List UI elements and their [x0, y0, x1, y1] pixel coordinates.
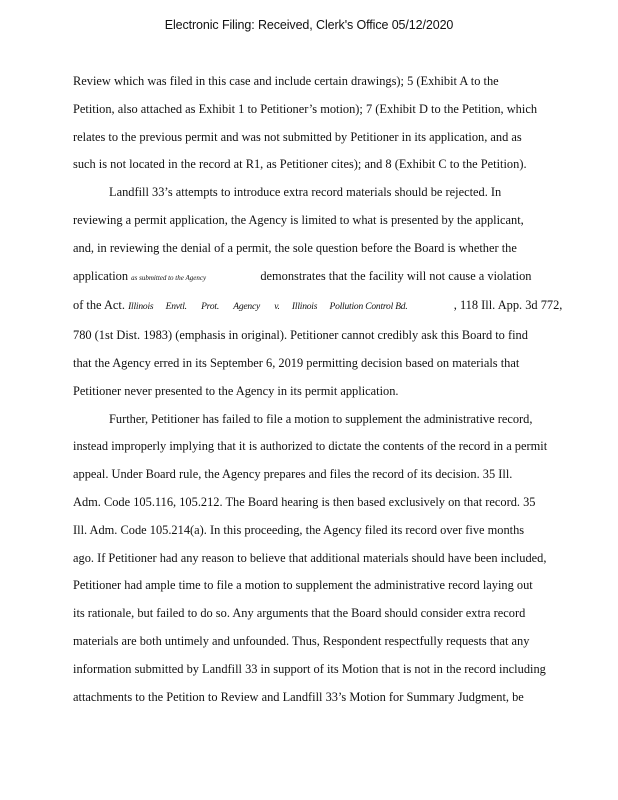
case-name: Envtl.	[165, 302, 187, 313]
body-line: Ill. Adm. Code 105.214(a). In this proceeding, the Agency filed its record over five months	[73, 522, 525, 537]
body-line: Petition, also attached as Exhibit 1 to Petitioner’s motion); 7 (Exhibit D to the Petition, which	[73, 101, 538, 116]
filing-stamp: Electronic Filing: Received, Clerk's Office 05/12/2020	[164, 18, 454, 32]
body-line: information submitted by Landfill 33 in support of its Motion that is not in the record including	[73, 661, 546, 676]
body-line-application	[73, 263, 595, 293]
line-segment: of the Act.	[73, 298, 125, 313]
citation-reporter: , 118 Ill. App. 3d 772,	[453, 298, 563, 313]
case-name: Pollution Control Bd.	[329, 302, 408, 313]
case-name: Illinois	[128, 302, 154, 313]
body-line: instead improperly implying that it is authorized to dictate the contents of the record in a permit	[73, 439, 548, 454]
emphasized-phrase: as submitted to the Agency	[131, 273, 207, 282]
paragraph-start-line: Landfill 33’s attempts to introduce extra record materials should be rejected. In	[109, 185, 502, 200]
body-line: Adm. Code 105.116, 105.212. The Board hearing is then based exclusively on that record. 35	[73, 494, 536, 509]
body-line: its rationale, but failed to do so. Any arguments that the Board should consider extra record	[73, 606, 526, 621]
case-name: v.	[274, 302, 280, 313]
body-line: materials are both untimely and unfounded. Thus, Respondent respectfully requests that any	[73, 633, 530, 648]
body-line: ago. If Petitioner had any reason to believe that additional materials should have been included,	[73, 550, 547, 565]
body-line: 780 (1st Dist. 1983) (emphasis in original). Petitioner cannot credibly ask this Board to find	[73, 328, 528, 343]
case-name: Agency	[233, 302, 260, 313]
body-line: such is not located in the record at R1, as Petitioner cites); and 8 (Exhibit C to the Petition).	[73, 157, 527, 172]
body-line-case-citation	[73, 292, 595, 322]
body-line: and, in reviewing the denial of a permit, the sole question before the Board is whether the	[73, 240, 517, 255]
line-segment: demonstrates that the facility will not cause a violation	[260, 268, 532, 283]
body-line: reviewing a permit application, the Agency is limited to what is presented by the applicant,	[73, 212, 524, 227]
body-line: Petitioner never presented to the Agency in its permit application.	[73, 383, 399, 398]
body-line: appeal. Under Board rule, the Agency prepares and files the record of its decision. 35 Ill.	[73, 467, 513, 482]
document-body	[73, 68, 595, 711]
body-line: attachments to the Petition to Review and Landfill 33’s Motion for Summary Judgment, be	[73, 689, 524, 704]
case-name: Illinois	[291, 302, 318, 313]
body-line: Review which was filed in this case and include certain drawings); 5 (Exhibit A to the	[73, 74, 499, 88]
case-name: Prot.	[201, 302, 219, 313]
body-line: relates to the previous permit and was not submitted by Petitioner in its application, and as	[73, 129, 522, 144]
body-line: that the Agency erred in its September 6, 2019 permitting decision based on materials that	[73, 355, 520, 370]
body-line: Petitioner had ample time to file a motion to supplement the administrative record laying out	[73, 578, 533, 593]
paragraph-start-line: Further, Petitioner has failed to file a motion to supplement the administrative record,	[109, 411, 533, 426]
line-segment: application	[73, 268, 129, 283]
